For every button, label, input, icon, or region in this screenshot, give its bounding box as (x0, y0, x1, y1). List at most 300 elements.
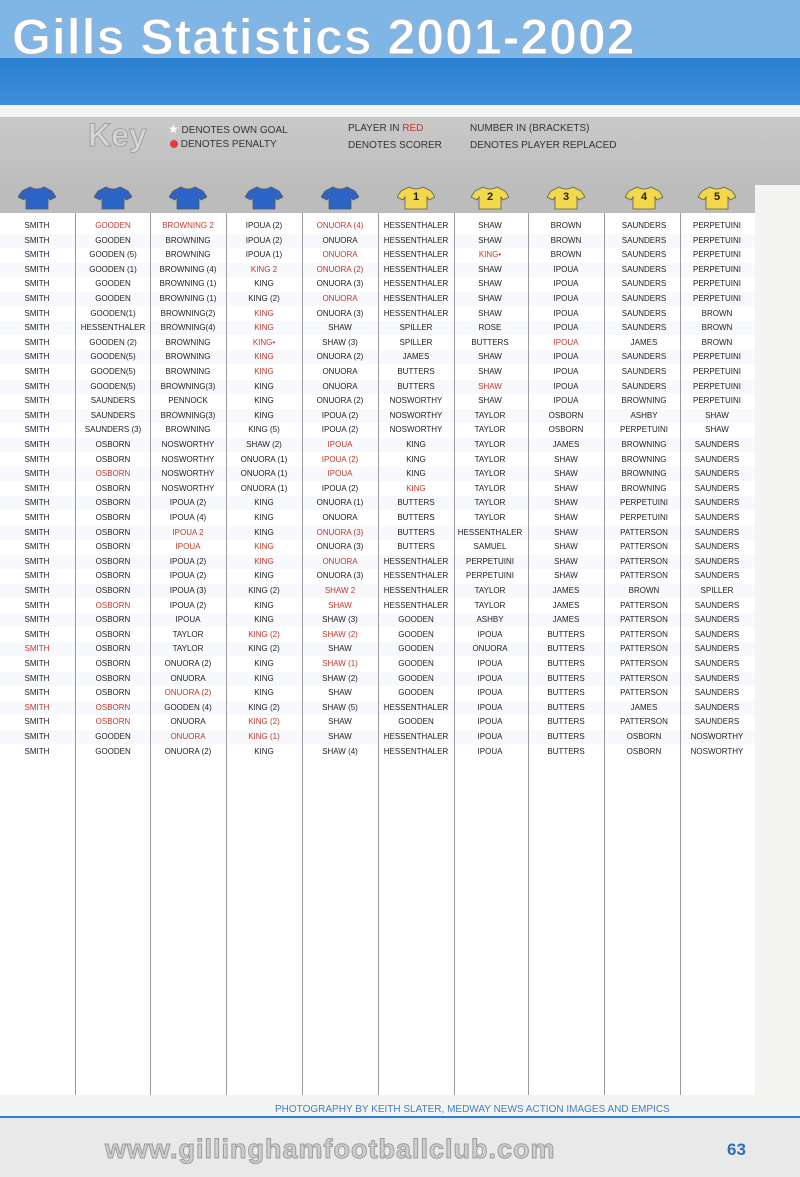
table-cell: PENNOCK (168, 396, 208, 406)
shirt-icon (471, 186, 509, 210)
shirt-icon (547, 186, 585, 210)
table-cell: IPOUA (3) (169, 586, 207, 595)
table-cell: PERPETUINI (692, 221, 741, 230)
table-cell: PATTERSON (620, 717, 668, 727)
table-cell: HESSENTHALER (80, 323, 146, 333)
table-cell: SPILLER (700, 586, 734, 595)
shirt-icon (321, 186, 359, 210)
table-cell: KING (254, 673, 274, 683)
table-cell: OSBORN (95, 483, 131, 493)
table-cell: KING• (252, 337, 276, 347)
table-cell: ONUORA (3) (316, 308, 364, 318)
table-cell: IPOUA (2) (321, 454, 359, 464)
table-cell: OSBORN (95, 454, 131, 464)
table-cell: BROWNING (621, 469, 667, 479)
table-cell: JAMES (630, 337, 658, 347)
table-cell: PATTERSON (620, 556, 668, 566)
table-cell: SAUNDERS (694, 498, 740, 508)
table-cell: HESSENTHALER (383, 732, 449, 741)
table-cell: NOSWORTHY (161, 483, 215, 493)
table-cell: SHAW (705, 425, 729, 435)
table-cell: SHAW 2 (324, 586, 356, 595)
table-cell: SMITH (24, 702, 50, 712)
table-cell: KING (254, 688, 274, 698)
table-cell: KING (254, 396, 274, 406)
key-heading: Key (88, 117, 147, 153)
table-cell: BROWNING(2) (160, 308, 216, 318)
table-cell: KING• (478, 250, 502, 260)
table-cell: SMITH (24, 410, 50, 420)
table-cell: SMITH (24, 746, 50, 756)
table-cell: BROWNING (1) (159, 294, 217, 303)
table-cell: SMITH (24, 483, 50, 493)
table-cell: SHAW (554, 469, 578, 479)
table-cell: SMITH (24, 600, 50, 610)
table-cell: PERPETUINI (692, 381, 741, 391)
table-cell: GOODEN(5) (90, 381, 136, 391)
table-cell: SAUNDERS (90, 410, 136, 420)
table-cell: TAYLOR (474, 469, 506, 479)
table-cell: SHAW (5) (322, 702, 358, 712)
table-cell: IPOUA (327, 469, 353, 479)
table-cell: ONUORA (4) (316, 221, 364, 230)
table-cell: BROWNING 2 (162, 221, 214, 230)
table-cell: SAUNDERS (694, 659, 740, 668)
table-cell: IPOUA (553, 294, 579, 303)
table-cell: SAUNDERS (621, 279, 667, 289)
table-cell: SMITH (24, 250, 50, 260)
table-cell: KING (254, 367, 274, 376)
table-cell: IPOUA (477, 688, 503, 698)
table-cell: SAUNDERS (694, 469, 740, 479)
table-cell: SMITH (24, 396, 50, 406)
table-cell: ONUORA (1) (240, 483, 288, 493)
table-cell: ASHBY (630, 410, 658, 420)
table-cell: IPOUA (477, 717, 503, 727)
table-cell: IPOUA (553, 352, 579, 362)
table-cell: HESSENTHALER (383, 264, 449, 274)
table-cell: ONUORA (2) (316, 264, 364, 274)
table-cell: PERPETUINI (619, 425, 668, 435)
table-cell: KING (254, 352, 274, 362)
table-cell: GOODEN (5) (89, 250, 137, 260)
table-cell: SHAW (478, 279, 502, 289)
shirt-icon (169, 186, 207, 210)
table-cell: SAUNDERS (694, 556, 740, 566)
table-cell: BROWNING (165, 425, 211, 435)
table-cell: SMITH (24, 381, 50, 391)
table-cell: GOODEN (95, 294, 131, 303)
table-cell: BUTTERS (547, 644, 585, 654)
table-cell: TAYLOR (172, 629, 204, 639)
key-red-word: RED (402, 123, 424, 134)
table-cell: GOODEN (2) (89, 337, 137, 347)
table-cell: HESSENTHALER (383, 702, 449, 712)
table-cell: BROWN (550, 250, 582, 260)
table-cell: PERPETUINI (619, 513, 668, 522)
table-cell: SHAW (328, 732, 352, 741)
table-cell: BROWNING (621, 440, 667, 449)
shirt-number: 2 (486, 191, 494, 203)
table-cell: PERPETUINI (465, 556, 514, 566)
table-cell: TAYLOR (474, 586, 506, 595)
table-cell: GOODEN(5) (90, 352, 136, 362)
key-number-brackets: NUMBER IN (BRACKETS) (470, 123, 590, 134)
table-cell: BUTTERS (547, 629, 585, 639)
table-cell: SHAW (554, 454, 578, 464)
key-own-goal (168, 122, 288, 136)
footer-url[interactable]: www.gillinghamfootballclub.com (105, 1134, 556, 1164)
table-cell: OSBORN (95, 498, 131, 508)
shirt-number: 1 (412, 191, 420, 203)
table-cell: HESSENTHALER (383, 586, 449, 595)
table-cell: BROWN (701, 308, 733, 318)
table-cell: ONUORA (472, 644, 508, 654)
table-cell: KING (406, 469, 426, 479)
table-cell: IPOUA (477, 673, 503, 683)
table-cell: ONUORA (322, 250, 358, 260)
table-cell: ONUORA (322, 294, 358, 303)
table-cell: HESSENTHALER (383, 600, 449, 610)
table-cell: KING (5) (248, 425, 280, 435)
table-cell: SAUNDERS (621, 294, 667, 303)
table-cell: PERPETUINI (692, 279, 741, 289)
table-cell: TAYLOR (474, 440, 506, 449)
table-cell: OSBORN (626, 746, 662, 756)
table-cell: SMITH (24, 717, 50, 727)
table-cell: PATTERSON (620, 542, 668, 552)
header-gap (0, 105, 800, 117)
table-cell: SMITH (24, 323, 50, 333)
table-cell: ONUORA (322, 513, 358, 522)
table-cell: SMITH (24, 279, 50, 289)
table-cell: OSBORN (95, 673, 131, 683)
table-cell: BROWN (550, 221, 582, 230)
key-penalty (170, 139, 277, 150)
table-cell: IPOUA (175, 615, 201, 625)
table-cell: OSBORN (95, 440, 131, 449)
table-cell: SHAW (328, 644, 352, 654)
table-cell: IPOUA (553, 381, 579, 391)
table-cell: SMITH (24, 367, 50, 376)
photo-credit: PHOTOGRAPHY BY KEITH SLATER, MEDWAY NEWS ACTION IMAGES AND EMPICS (275, 1104, 670, 1115)
table-cell: SMITH (24, 264, 50, 274)
table-cell: SAUNDERS (621, 367, 667, 376)
table-cell: SAUNDERS (694, 717, 740, 727)
table-cell: NOSWORTHY (690, 732, 744, 741)
table-cell: SAUNDERS (694, 629, 740, 639)
table-cell: KING (2) (248, 294, 280, 303)
shirt-icon (698, 186, 736, 210)
table-cell: BUTTERS (547, 732, 585, 741)
table-cell: SMITH (24, 673, 50, 683)
table-cell: IPOUA (477, 702, 503, 712)
table-cell: BROWNING (621, 396, 667, 406)
table-cell: ONUORA (3) (316, 542, 364, 552)
table-cell: IPOUA (2) (245, 235, 283, 245)
table-cell: SHAW (4) (322, 746, 358, 756)
table-cell: SAUNDERS (621, 381, 667, 391)
table-cell: SHAW (478, 367, 502, 376)
table-cell: PERPETUINI (692, 396, 741, 406)
table-cell: SAUNDERS (694, 673, 740, 683)
table-cell: HESSENTHALER (457, 527, 523, 537)
table-cell: OSBORN (95, 629, 131, 639)
shirt-icon (94, 186, 132, 210)
table-cell: IPOUA (553, 279, 579, 289)
star-icon: ★ (168, 122, 179, 136)
table-cell: SHAW (554, 513, 578, 522)
key-player-in-prefix: PLAYER IN (348, 123, 403, 134)
table-cell: PATTERSON (620, 527, 668, 537)
table-cell: ONUORA (170, 673, 206, 683)
table-cell: GOODEN (95, 279, 131, 289)
table-cell: PERPETUINI (692, 352, 741, 362)
table-cell: SMITH (24, 337, 50, 347)
table-cell: SAUNDERS (694, 600, 740, 610)
table-cell: SAUNDERS (621, 221, 667, 230)
table-cell: HESSENTHALER (383, 746, 449, 756)
table-cell: SMITH (24, 571, 50, 581)
table-cell: SMITH (24, 688, 50, 698)
table-cell: SHAW (478, 396, 502, 406)
table-cell: SAUNDERS (694, 513, 740, 522)
table-cell: IPOUA (477, 732, 503, 741)
table-cell: BUTTERS (397, 542, 435, 552)
key-own-goal-label: DENOTES OWN GOAL (181, 125, 288, 136)
table-cell: SHAW (478, 235, 502, 245)
table-cell: BUTTERS (397, 498, 435, 508)
shirt-number: 4 (640, 191, 648, 203)
table-cell: OSBORN (548, 410, 584, 420)
table-cell: HESSENTHALER (383, 221, 449, 230)
table-cell: ONUORA (322, 381, 358, 391)
table-cell: NOSWORTHY (389, 425, 443, 435)
table-cell: SPILLER (399, 323, 433, 333)
table-cell: OSBORN (626, 732, 662, 741)
page-number: 63 (727, 1140, 746, 1159)
table-cell: SMITH (24, 352, 50, 362)
table-cell: JAMES (552, 600, 580, 610)
table-cell: SMITH (24, 440, 50, 449)
table-cell: BUTTERS (547, 659, 585, 668)
table-cell: KING (254, 308, 274, 318)
table-cell: OSBORN (95, 717, 131, 727)
table-cell: ONUORA (2) (164, 688, 212, 698)
table-cell: KING (2) (248, 702, 280, 712)
table-cell: SHAW (478, 294, 502, 303)
table-cell: BUTTERS (397, 367, 435, 376)
table-cell: ONUORA (3) (316, 571, 364, 581)
table-cell: BROWNING (165, 352, 211, 362)
table-cell: SMITH (24, 659, 50, 668)
table-cell: TAYLOR (474, 600, 506, 610)
table-cell: HESSENTHALER (383, 279, 449, 289)
table-cell: KING 2 (250, 264, 278, 274)
table-cell: TAYLOR (474, 454, 506, 464)
table-cell: BUTTERS (397, 381, 435, 391)
table-cell: KING (2) (248, 586, 280, 595)
table-cell: SHAW (478, 221, 502, 230)
table-cell: GOODEN(1) (90, 308, 136, 318)
table-cell: PATTERSON (620, 629, 668, 639)
table-cell: IPOUA (553, 323, 579, 333)
table-cell: SAUNDERS (694, 542, 740, 552)
table-cell: KING (254, 279, 274, 289)
table-cell: IPOUA (2) (245, 221, 283, 230)
key-penalty-label: DENOTES PENALTY (180, 139, 277, 150)
table-cell: KING (254, 600, 274, 610)
table-cell: BROWNING (621, 454, 667, 464)
table-cell: IPOUA (477, 746, 503, 756)
table-cell: ONUORA (170, 732, 206, 741)
table-cell: SMITH (24, 498, 50, 508)
table-cell: SHAW (1) (322, 659, 358, 668)
table-cell: HESSENTHALER (383, 308, 449, 318)
table-cell: NOSWORTHY (389, 396, 443, 406)
table-cell: GOODEN (398, 644, 434, 654)
table-cell: SHAW (554, 542, 578, 552)
table-cell: KING (254, 527, 274, 537)
table-cell: JAMES (552, 586, 580, 595)
table-cell: KING (254, 323, 274, 333)
table-cell: BROWN (628, 586, 660, 595)
table-cell: ONUORA (3) (316, 279, 364, 289)
table-cell: SMITH (24, 308, 50, 318)
table-cell: SPILLER (399, 337, 433, 347)
table-cell: SAUNDERS (694, 483, 740, 493)
table-cell: BROWN (550, 235, 582, 245)
table-cell: OSBORN (95, 556, 131, 566)
table-cell: SMITH (24, 629, 50, 639)
table-cell: IPOUA (2) (169, 498, 207, 508)
table-cell: BROWNING (4) (159, 264, 217, 274)
table-cell: ONUORA (322, 235, 358, 245)
table-cell: SAUNDERS (694, 688, 740, 698)
table-cell: ONUORA (2) (164, 659, 212, 668)
table-cell: IPOUA (175, 542, 201, 552)
table-cell: ASHBY (476, 615, 504, 625)
table-cell: PERPETUINI (692, 367, 741, 376)
table-cell: BROWNING(3) (160, 410, 216, 420)
table-cell: SMITH (24, 556, 50, 566)
table-cell: NOSWORTHY (690, 746, 744, 756)
shirt-icon (245, 186, 283, 210)
table-cell: GOODEN (95, 732, 131, 741)
table-cell: SMITH (24, 586, 50, 595)
table-cell: TAYLOR (474, 410, 506, 420)
table-cell: SAUNDERS (621, 235, 667, 245)
table-cell: ONUORA (1) (316, 498, 364, 508)
table-cell: IPOUA (553, 264, 579, 274)
table-cell: OSBORN (95, 644, 131, 654)
table-cell: SAUNDERS (694, 571, 740, 581)
table-cell: SMITH (24, 527, 50, 537)
table-cell: SHAW (2) (246, 440, 282, 449)
table-cell: BROWNING(3) (160, 381, 216, 391)
table-cell: HESSENTHALER (383, 294, 449, 303)
table-cell: OSBORN (95, 586, 131, 595)
table-cell: BUTTERS (547, 702, 585, 712)
table-cell: SMITH (24, 732, 50, 741)
table-cell: ROSE (478, 323, 502, 333)
table-cell: KING (406, 440, 426, 449)
table-cell: BUTTERS (547, 688, 585, 698)
key-player-in-red (348, 123, 423, 134)
table-cell: SMITH (24, 235, 50, 245)
table-cell: HESSENTHALER (383, 556, 449, 566)
table-cell: SHAW (2) (322, 673, 358, 683)
table-cell: ONUORA (322, 367, 358, 376)
table-cell: SHAW (478, 381, 502, 391)
table-cell: KING (254, 410, 274, 420)
table-cell: GOODEN (95, 221, 131, 230)
table-cell: KING (254, 571, 274, 581)
table-cell: IPOUA (553, 367, 579, 376)
table-cell: SAUNDERS (694, 702, 740, 712)
table-cell: OSBORN (95, 659, 131, 668)
table-cell: GOODEN (398, 615, 434, 625)
table-cell: SMITH (24, 615, 50, 625)
table-cell: BUTTERS (547, 673, 585, 683)
table-cell: SHAW (554, 527, 578, 537)
table-cell: ONUORA (1) (240, 469, 288, 479)
table-cell: SAUNDERS (694, 615, 740, 625)
table-cell: SHAW (328, 323, 352, 333)
table-cell: KING (2) (248, 644, 280, 654)
table-cell: PATTERSON (620, 659, 668, 668)
table-cell: SHAW (328, 717, 352, 727)
table-cell: SHAW (478, 264, 502, 274)
table-cell: BROWNING (165, 367, 211, 376)
table-cell: KING (2) (248, 717, 280, 727)
table-cell: PATTERSON (620, 600, 668, 610)
table-cell: BUTTERS (397, 527, 435, 537)
table-cell: SHAW (2) (322, 629, 358, 639)
table-cell: ONUORA (2) (316, 396, 364, 406)
table-cell: SMITH (24, 221, 50, 230)
table-cell: SAUNDERS (90, 396, 136, 406)
table-cell: ONUORA (322, 556, 358, 566)
table-cell: SHAW (328, 600, 352, 610)
table-cell: IPOUA (477, 659, 503, 668)
table-cell: KING (254, 659, 274, 668)
table-cell: OSBORN (95, 615, 131, 625)
table-cell: SHAW (328, 688, 352, 698)
table-cell: BROWNING (1) (159, 279, 217, 289)
table-cell: KING (254, 513, 274, 522)
table-cell: SAUNDERS (694, 440, 740, 449)
table-cell: SHAW (554, 556, 578, 566)
table-cell: SHAW (554, 483, 578, 493)
table-cell: HESSENTHALER (383, 571, 449, 581)
table-cell: OSBORN (548, 425, 584, 435)
table-cell: SHAW (554, 498, 578, 508)
table-cell: SHAW (478, 352, 502, 362)
table-cell: ONUORA (2) (164, 746, 212, 756)
shirt-number: 3 (562, 191, 570, 203)
table-cell: GOODEN (1) (89, 264, 137, 274)
table-cell: NOSWORTHY (161, 469, 215, 479)
table-cell: PERPETUINI (692, 294, 741, 303)
table-cell: IPOUA (553, 308, 579, 318)
table-cell: BROWNING (165, 235, 211, 245)
table-cell: KING (254, 556, 274, 566)
table-cell: PATTERSON (620, 571, 668, 581)
table-cell: KING (406, 454, 426, 464)
table-cell: IPOUA (1) (245, 250, 283, 260)
penalty-dot-icon (170, 140, 178, 148)
